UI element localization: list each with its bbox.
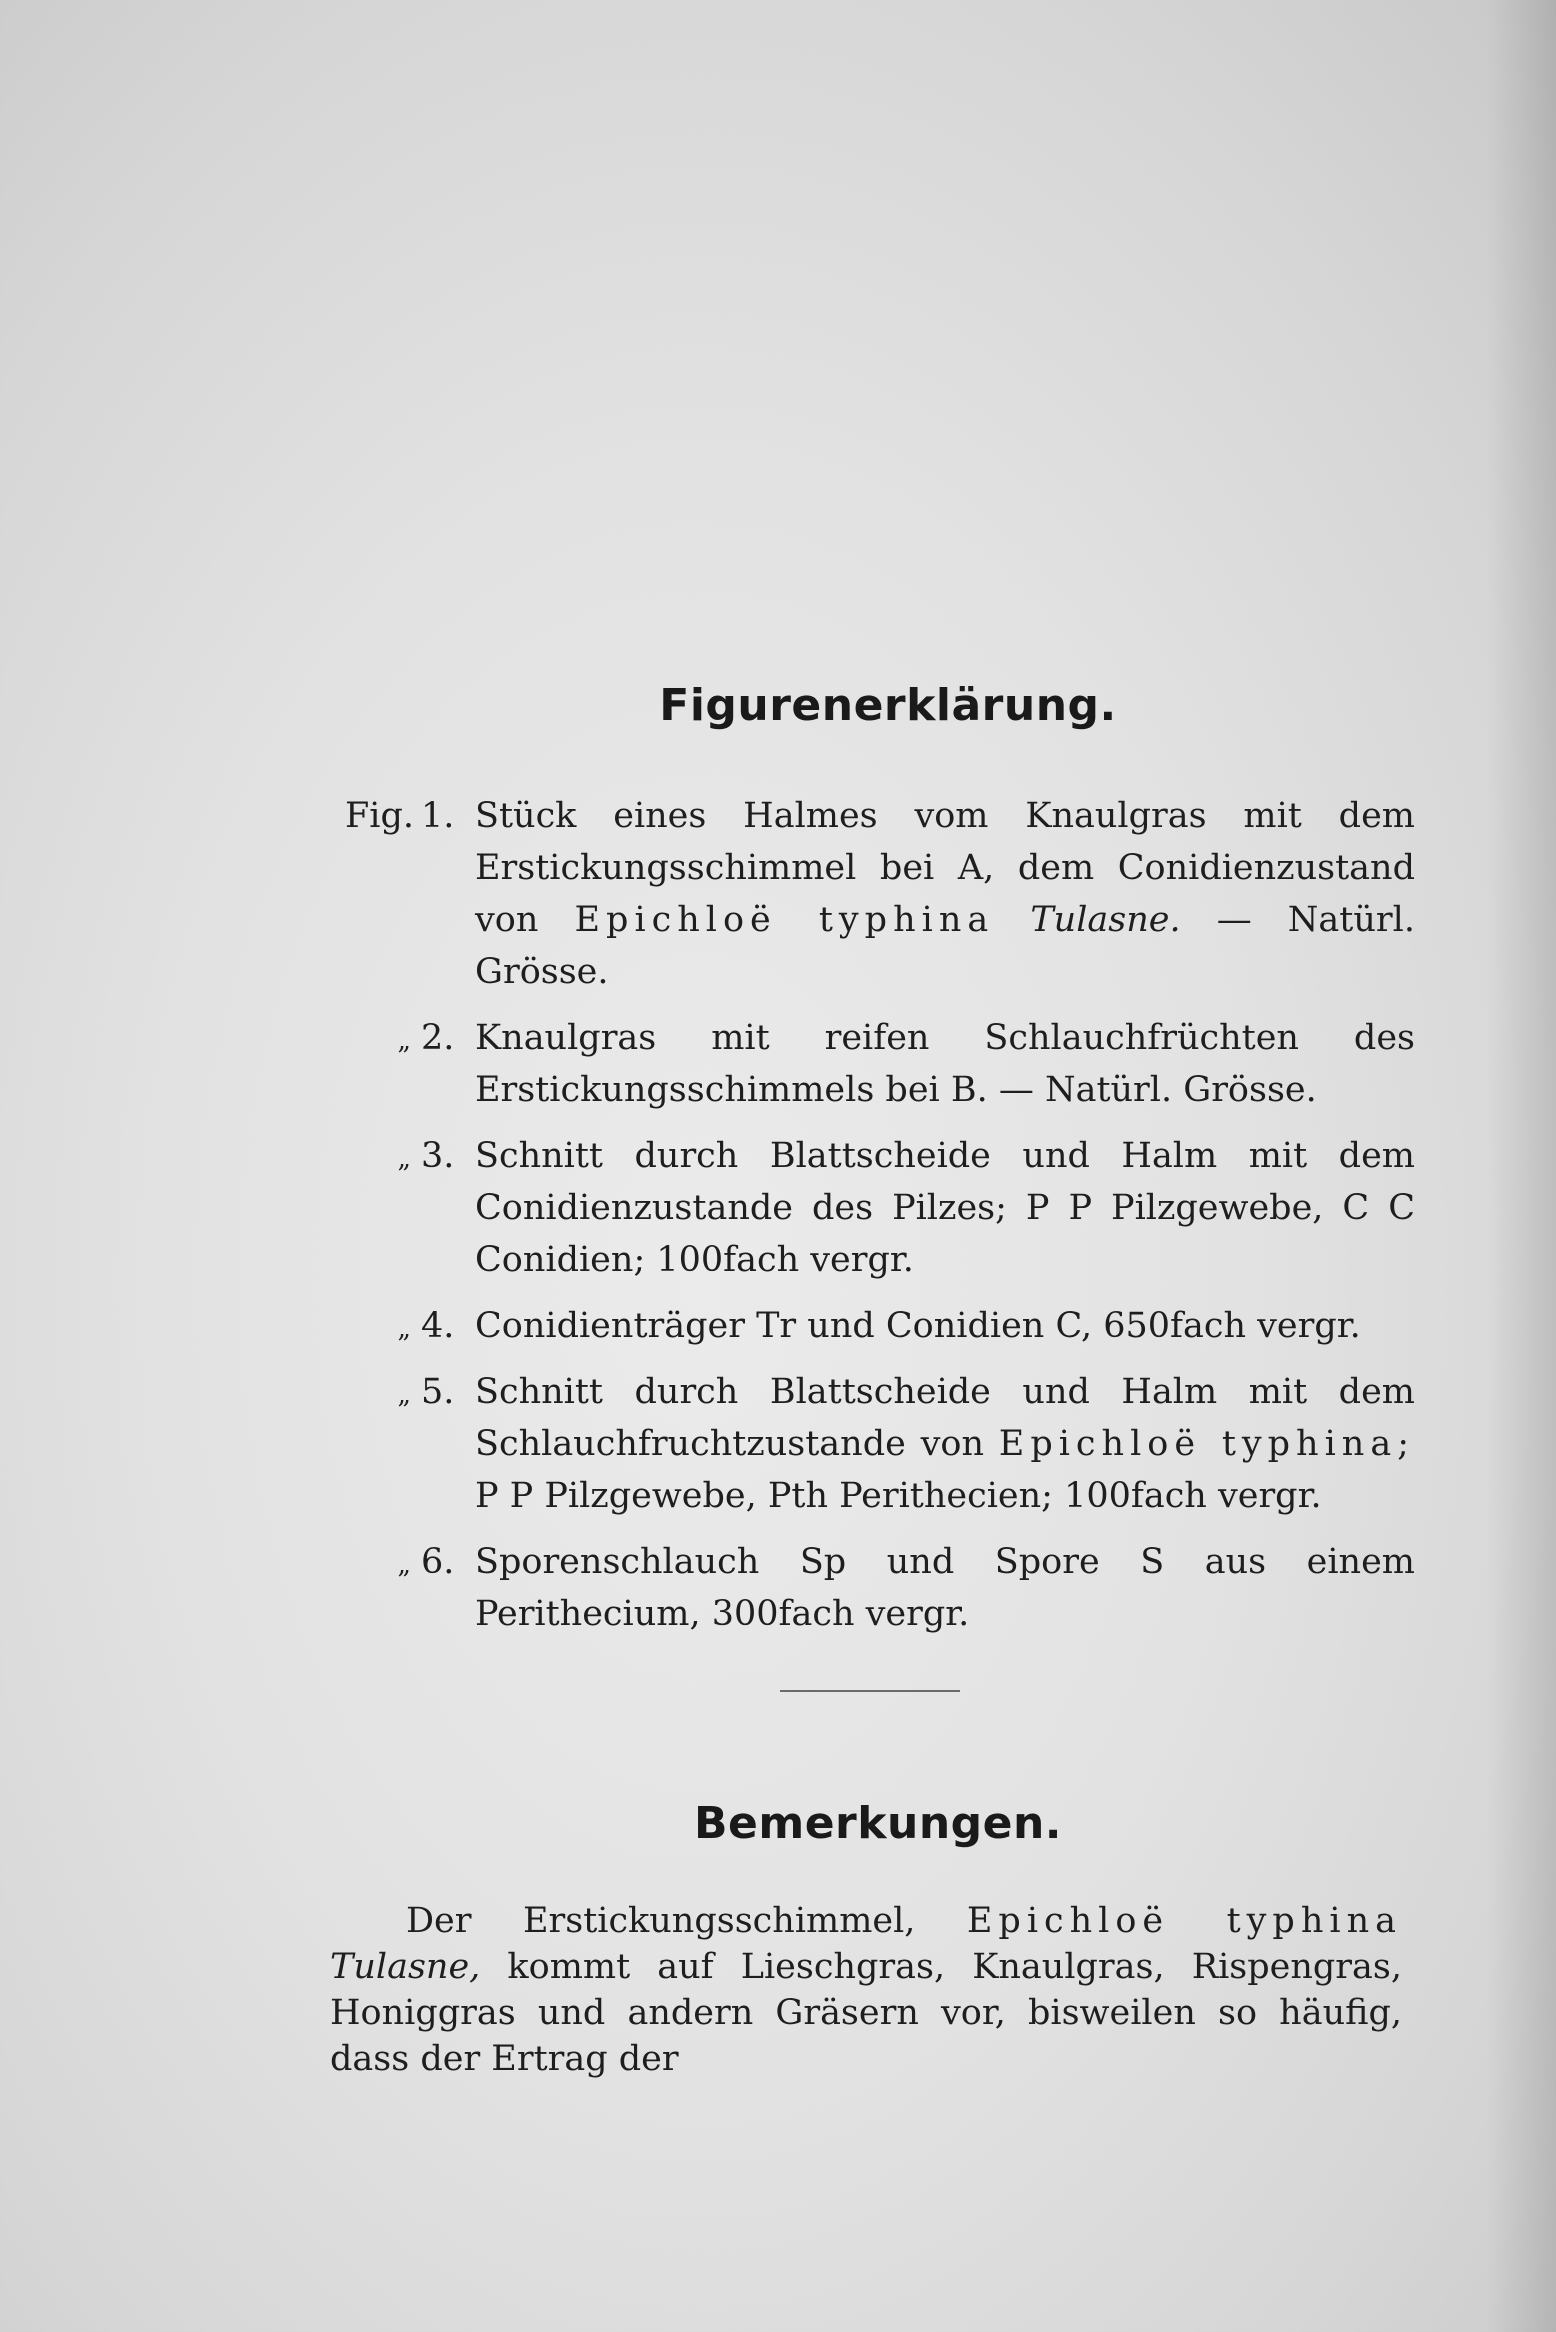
remarks-paragraph — [330, 1898, 1402, 2082]
species-name: Epichloë typhina — [574, 900, 995, 940]
remarks-text-end: kommt auf Lieschgras, Knaulgras, Rispengras, Honiggras und andern Gräsern vor, bisweilen so häufig, dass der Ertrag der — [330, 1947, 1402, 2079]
figure-text: Schnitt durch Blattscheide und Halm mit dem Schlauchfruchtzustande von — [475, 1372, 1415, 1464]
figure-text: Schnitt durch Blattscheide und Halm mit dem Conidienzustande des Pilzes; P P Pilzgewebe, C C Conidien; 100fach vergr. — [475, 1136, 1415, 1280]
figure-prefix: Fig. — [345, 796, 415, 836]
author-name: Tulasne, — [330, 1947, 481, 1987]
figure-prefix: „ — [397, 1550, 411, 1580]
figure-text: Knaulgras mit reifen Schlauchfrüchten des Erstickungsschimmels bei B. — Natürl. Grösse. — [475, 1018, 1415, 1110]
figure-marker — [345, 790, 455, 842]
figure-prefix: „ — [397, 1026, 411, 1056]
remarks-text: Der Erstickungsschimmel, — [406, 1901, 916, 1941]
figure-item-5 — [345, 1366, 1415, 1522]
figure-item-6 — [345, 1536, 1415, 1640]
figure-number: 2. — [421, 1018, 455, 1058]
figure-number: 3. — [421, 1136, 455, 1176]
figure-text: Stück eines Halmes vom Knaulgras mit dem Erstickungsschimmel bei A, dem Conidienzustand von — [475, 796, 1415, 940]
figure-marker — [345, 1130, 455, 1185]
figure-prefix: „ — [397, 1144, 411, 1174]
author-name: Tulasne. — [1030, 900, 1181, 940]
figure-text-end: P P Pilzgewebe, Pth Perithecien; 100fach vergr. — [475, 1476, 1322, 1516]
figure-prefix: „ — [397, 1314, 411, 1344]
figure-marker — [345, 1366, 455, 1421]
figure-item-2 — [345, 1012, 1415, 1116]
figure-item-4 — [345, 1300, 1415, 1352]
figure-marker — [345, 1536, 455, 1591]
figure-number: 5. — [421, 1372, 455, 1412]
species-name: Epichloë typhina; — [998, 1424, 1415, 1464]
figure-number: 6. — [421, 1542, 455, 1582]
figure-item-1 — [345, 790, 1415, 998]
figure-number: 1. — [421, 796, 455, 836]
remarks-heading: Bemerkungen. — [693, 1798, 1063, 1849]
species-name: Epichloë typhina — [966, 1901, 1402, 1941]
section-divider — [780, 1690, 960, 1692]
figure-number: 4. — [421, 1306, 455, 1346]
figures-heading: Figurenerklärung. — [659, 680, 1117, 731]
figure-text: Sporenschlauch Sp und Spore S aus einem Perithecium, 300fach vergr. — [475, 1542, 1415, 1634]
figure-text-end: — Natürl. Grösse. — [475, 900, 1415, 992]
figure-text: Conidienträger Tr und Conidien C, 650fach vergr. — [475, 1306, 1361, 1346]
page-edge-shadow — [1486, 0, 1556, 2332]
figure-marker — [345, 1012, 455, 1067]
figure-item-3 — [345, 1130, 1415, 1286]
figure-marker — [345, 1300, 455, 1355]
figure-list — [345, 790, 1415, 1654]
figure-prefix: „ — [397, 1380, 411, 1410]
